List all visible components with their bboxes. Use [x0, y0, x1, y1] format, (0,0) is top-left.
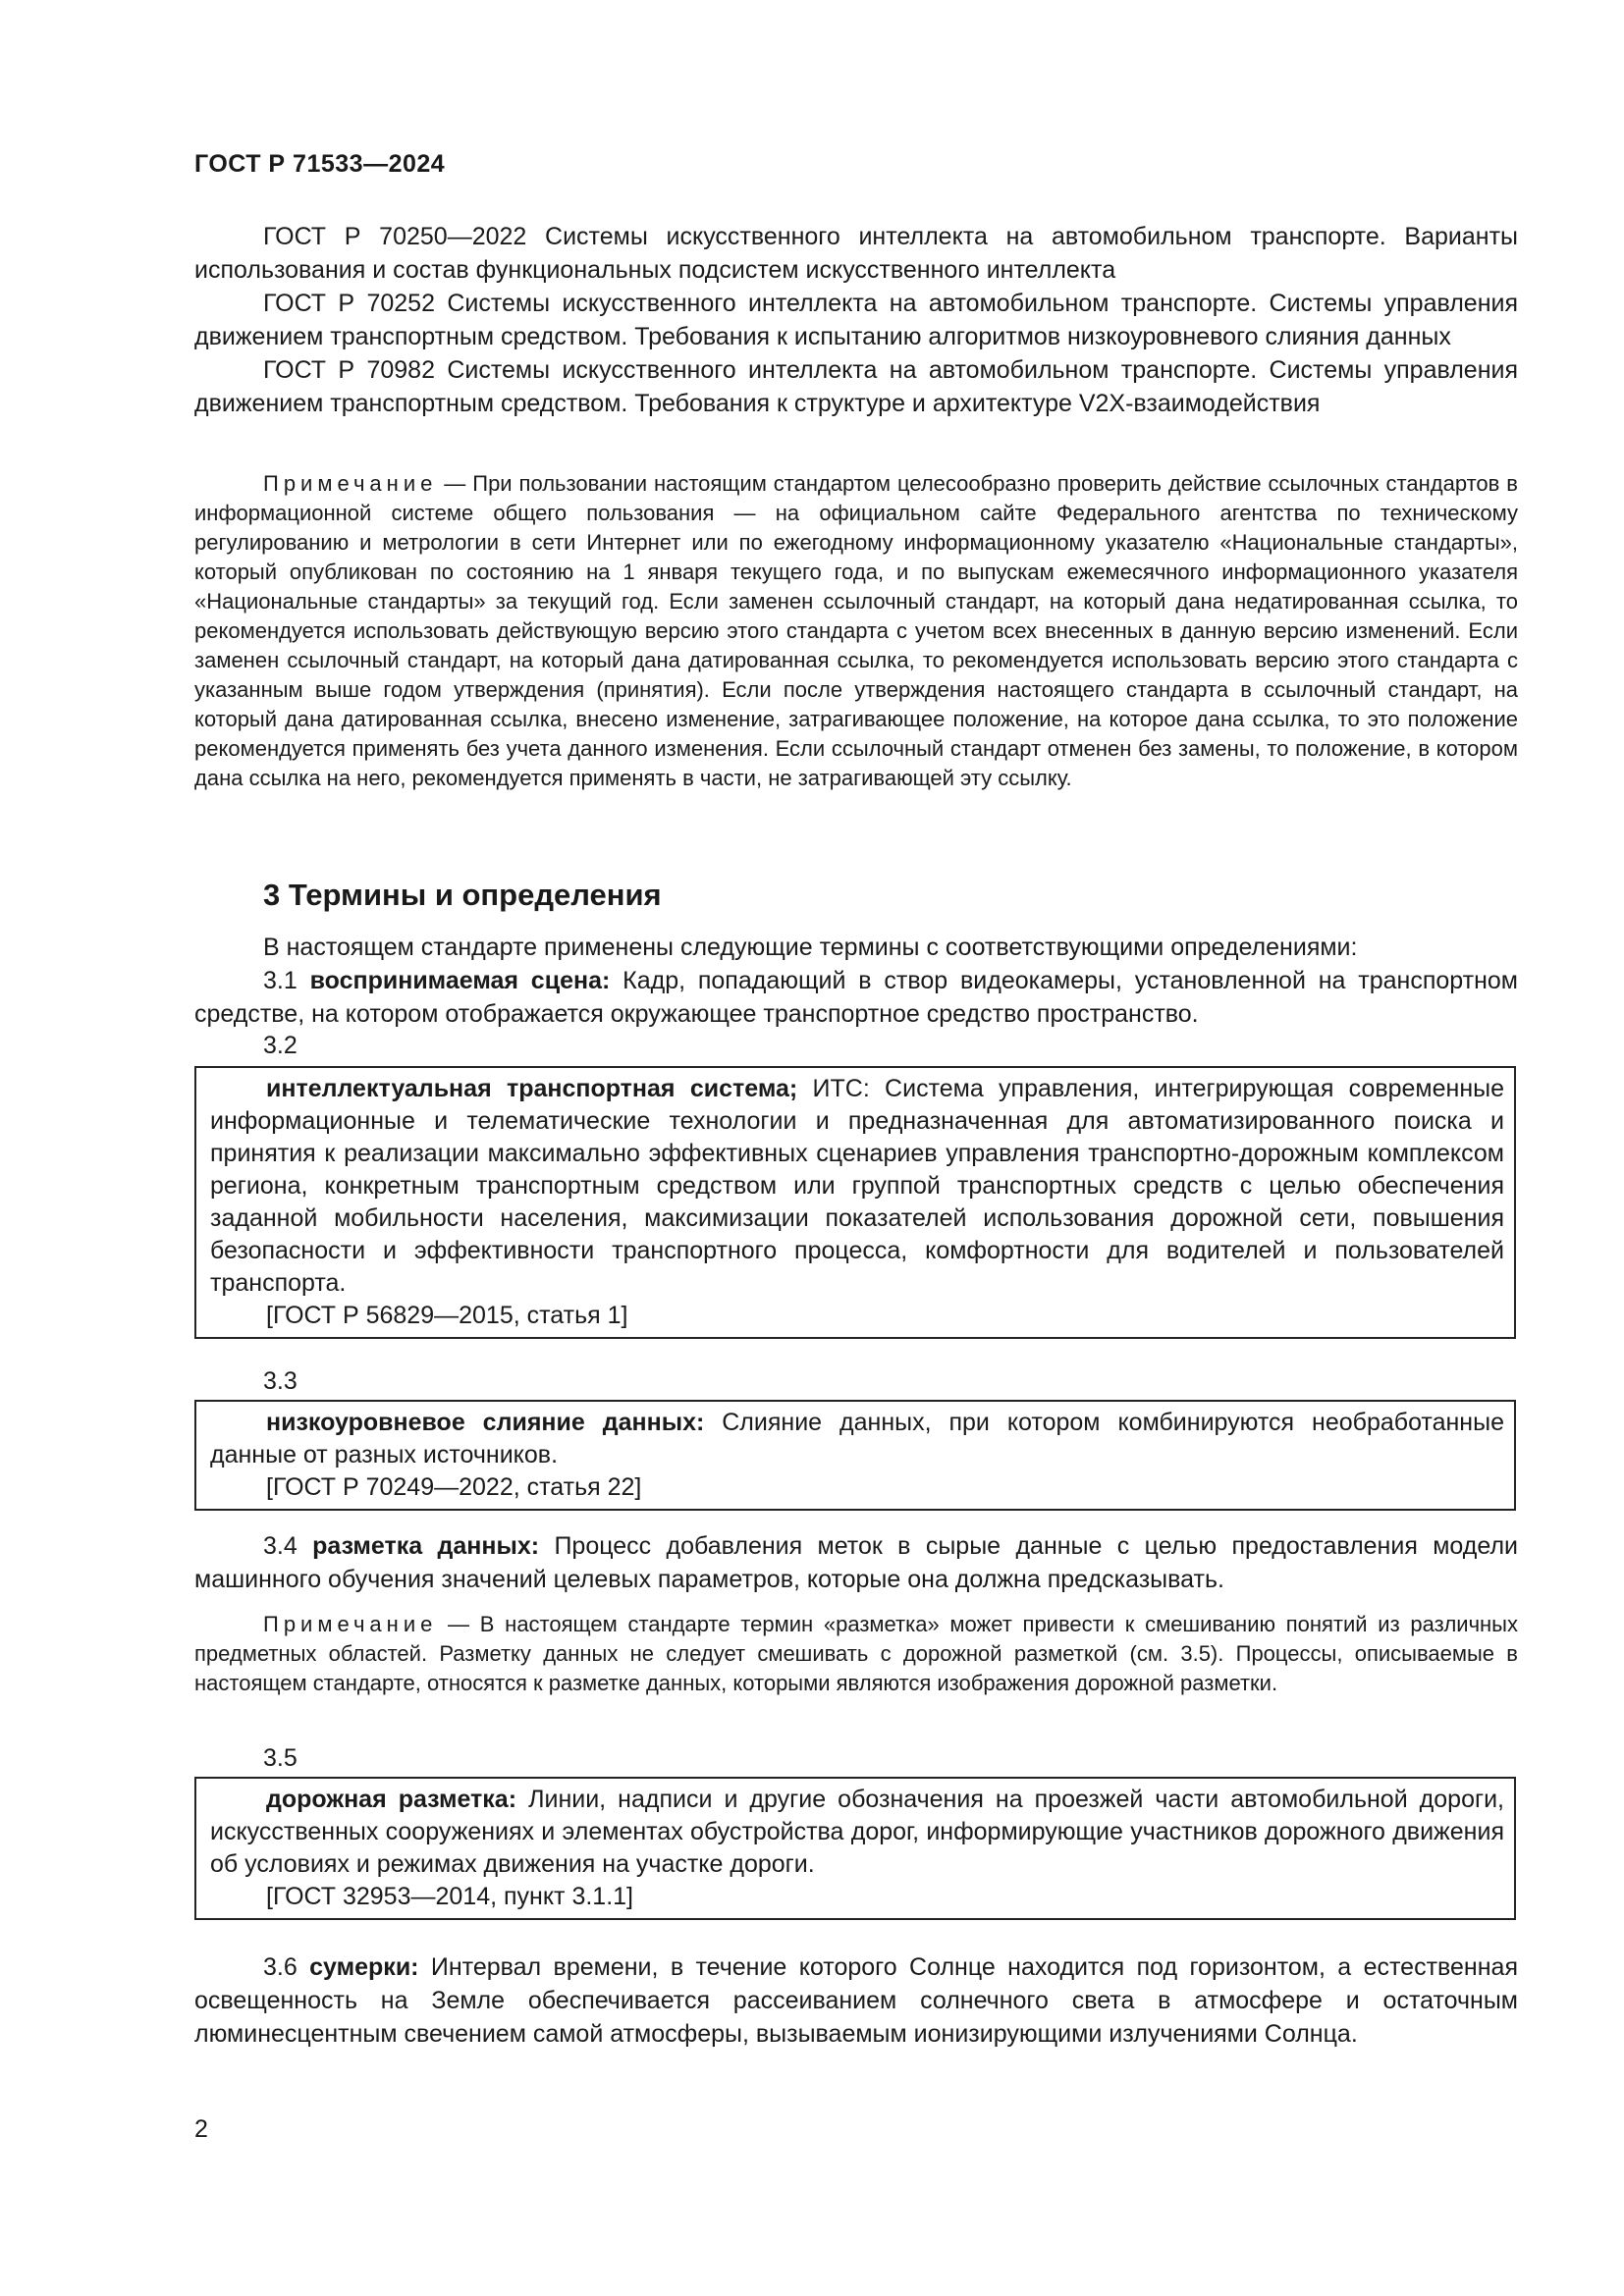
- term-number: 3.4: [263, 1532, 298, 1560]
- page-number: 2: [194, 2115, 208, 2143]
- term-number: 3.1: [263, 967, 298, 994]
- term-source: [ГОСТ Р 70249—2022, статья 22]: [266, 1473, 642, 1501]
- reference-item: ГОСТ Р 70252 Системы искусственного интеллекта на автомобильном транспорте. Системы управления движением транспортным средством. Требования к испытанию алгоритмов низкоуровневого слияния данных: [194, 290, 1518, 350]
- term-name: сумерки:: [309, 1953, 419, 1981]
- term-source: [ГОСТ 32953—2014, пункт 3.1.1]: [266, 1883, 633, 1910]
- note-text: — При пользовании настоящим стандартом целесообразно проверить действие ссылочных стандартов в информационной системе общего пользования — на официальном сайте Федерального агентства по техническому регулированию и метрологии в сети Интернет или по ежегодному информационному указателю «Национальные стандарты», который опубликован по состоянию на 1 января текущего года, и по выпускам ежемесячного информационного указателя «Национальные стандарты» за текущий год. Если заменен ссылочный стандарт, на который дана недатированная ссылка, то рекомендуется использовать действующую версию этого стандарта с учетом всех внесенных в данную версию изменений. Если заменен ссылочный стандарт, на который дана датированная ссылка, то рекомендуется использовать версию этого стандарта с указанным выше годом утверждения (принятия). Если после утверждения настоящего стандарта в ссылочный стандарт, на который дана датированная ссылка, внесено изменение, затрагивающее положение, на которое дана ссылка, то это положение рекомендуется применять без учета данного изменения. Если ссылочный стандарт отменен без замены, то положение, в котором дана ссылка на него, рекомендуется применять в части, не затрагивающей эту ссылку.: [194, 471, 1518, 790]
- term-definition: Процесс добавления меток в сырые данные с целью предоставления модели машинного обучения значений целевых параметров, которые она должна предсказывать.: [194, 1532, 1518, 1593]
- term-definition: Слияние данных, при котором комбинируются необработанные данные от разных источников.: [210, 1409, 1504, 1468]
- section-intro: В настоящем стандарте применены следующие термины с соответствующими определениями:: [263, 934, 1358, 961]
- normative-references: [194, 220, 1518, 420]
- note-label: Примечание: [263, 1612, 438, 1636]
- term-box-3-2: [194, 1066, 1516, 1339]
- term-3-6-block: [194, 1950, 1518, 2051]
- reference-item: ГОСТ Р 70982 Системы искусственного интеллекта на автомобильном транспорте. Системы управления движением транспортным средством. Требования к структуре и архитектуре V2X-взаимодействия: [194, 356, 1518, 417]
- reference-item: ГОСТ Р 70250—2022 Системы искусственного интеллекта на автомобильном транспорте. Варианты использования и состав функциональных подсистем искусственного интеллекта: [194, 223, 1518, 284]
- term-source: [ГОСТ Р 56829—2015, статья 1]: [266, 1302, 628, 1329]
- term-box-3-3: [194, 1400, 1516, 1511]
- term-definition: Линии, надписи и другие обозначения на проезжей части автомобильной дороги, искусственных сооружениях и элементах обустройства дорог, информирующие участников дорожного движения об условиях и режимах движения на участке дороги.: [210, 1786, 1505, 1878]
- section-title: 3 Термины и определения: [263, 878, 662, 912]
- term-number: 3.3: [263, 1367, 298, 1395]
- term-box-3-5: [194, 1777, 1516, 1920]
- document-header: ГОСТ Р 71533—2024: [194, 150, 446, 178]
- note-text: — В настоящем стандарте термин «разметка» может привести к смешиванию понятий из различных предметных областей. Разметку данных не следует смешивать с дорожной разметкой (см. 3.5). Процессы, описываемые в настоящем стандарте, относятся к разметке данных, которыми являются изображения дорожной разметки.: [194, 1612, 1518, 1695]
- note-references: [194, 469, 1518, 793]
- note-label: Примечание: [263, 471, 438, 496]
- term-number: 3.2: [263, 1032, 298, 1059]
- term-name: интеллектуальная транспортная система;: [266, 1075, 798, 1102]
- term-name: разметка данных:: [312, 1532, 540, 1560]
- term-name: дорожная разметка:: [266, 1786, 517, 1813]
- note-markup: [194, 1610, 1518, 1698]
- term-definition: Интервал времени, в течение которого Солнце находится под горизонтом, а естественная освещенность на Земле обеспечивается рассеиванием солнечного света в атмосфере и остаточным люминесцентным свечением самой атмосферы, вызываемым ионизирующими излучениями Солнца.: [194, 1953, 1518, 2048]
- term-3-4-block: [194, 1529, 1518, 1596]
- term-number: 3.5: [263, 1744, 298, 1772]
- term-name: воспринимаемая сцена:: [309, 967, 611, 994]
- term-3-1: [194, 964, 1518, 1031]
- term-definition: Кадр, попадающий в створ видеокамеры, установленной на транспортном средстве, на котором отображается окружающее транспортное средство пространство.: [194, 967, 1518, 1028]
- section-intro-block: [194, 931, 1518, 1031]
- term-definition: ИТС: Система управления, интегрирующая современные информационные и телематические технологии и предназначенная для автоматизированного поиска и принятия к реализации максимально эффективных сценариев управления транспортно-дорожным комплексом региона, конкретным транспортным средством или группой транспортных средств с целью обеспечения заданной мобильности населения, максимизации показателей использования дорожной сети, повышения безопасности и эффективности транспортного процесса, комфортности для водителей и пользователей транспорта.: [210, 1075, 1505, 1297]
- term-name: низкоуровневое слияние данных:: [266, 1409, 705, 1436]
- term-number: 3.6: [263, 1953, 298, 1981]
